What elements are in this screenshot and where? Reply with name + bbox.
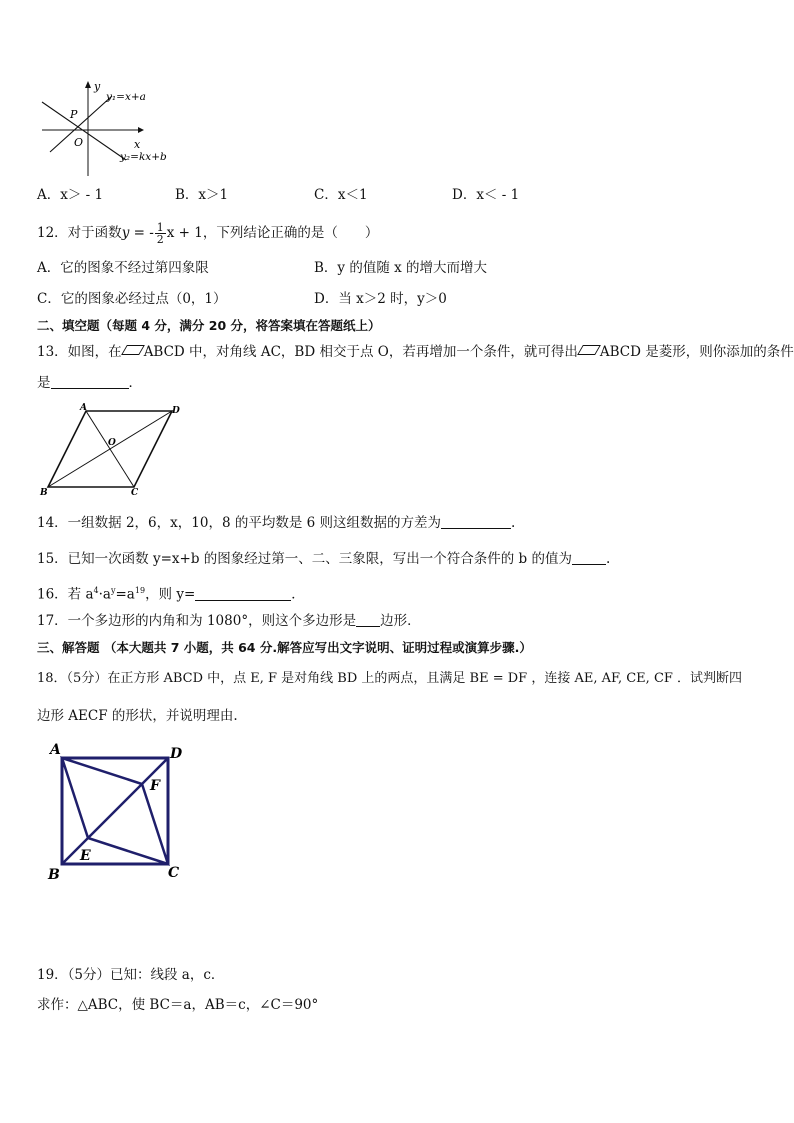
q18-label-a: A bbox=[50, 742, 61, 758]
q12-fraction bbox=[155, 222, 166, 245]
q12-question bbox=[37, 222, 378, 245]
q13-label-b: B bbox=[40, 488, 48, 498]
q14-question bbox=[37, 514, 515, 532]
q11-axis-x: x bbox=[134, 138, 141, 151]
q15-question bbox=[37, 550, 610, 568]
q12-option-b: B．y 的值随 x 的增大而增大 bbox=[314, 260, 488, 276]
q11-option-c: C．x＜1 bbox=[314, 187, 368, 203]
q14-text: 14．一组数据 2，6，x，10，8 的平均数是 6 则这组数据的方差为 bbox=[37, 515, 441, 531]
q17-question bbox=[37, 612, 421, 630]
q13-part1: 13．如图，在 bbox=[37, 344, 122, 360]
q18-label-e: E bbox=[80, 848, 91, 864]
q19-line1: 19．（5分）已知：线段 a，c． bbox=[37, 967, 225, 983]
q12-frac-num: 1 bbox=[156, 221, 164, 234]
q16-sup2: y bbox=[110, 586, 116, 595]
q12-option-a: A．它的图象不经过第四象限 bbox=[37, 260, 209, 276]
section3-heading: 三、解答题 （本大题共 7 小题，共 64 分.解答应写出文字说明、证明过程或演算步骤.） bbox=[37, 640, 532, 655]
q11-line2-label: y₂=kx+b bbox=[120, 151, 167, 163]
q16-prefix: 16．若 a bbox=[37, 586, 94, 603]
q18-square-figure bbox=[44, 740, 194, 885]
q13-line2-text: 是 bbox=[37, 375, 51, 391]
q12-after-frac: x + 1，下列结论正确的是（ ） bbox=[166, 225, 379, 241]
q15-end: . bbox=[606, 551, 611, 567]
q16-eq: =a bbox=[115, 586, 135, 603]
q16-sup3: 19 bbox=[134, 586, 146, 595]
q13-label-c: C bbox=[131, 488, 139, 498]
q14-answer-blank[interactable] bbox=[441, 515, 511, 529]
q12-y-eq: y = - bbox=[121, 225, 154, 241]
q13-line2-end: ． bbox=[128, 375, 142, 391]
q11-option-a: A．x＞ - 1 bbox=[37, 187, 104, 203]
q12-option-d: D．当 x＞2 时，y＞0 bbox=[314, 291, 447, 307]
q18-line2: 边形 AECF 的形状，并说明理由. bbox=[37, 708, 238, 724]
q11-option-b: B．x＞1 bbox=[175, 187, 229, 203]
q16-answer-blank[interactable] bbox=[195, 587, 291, 601]
q13-parallelogram-figure bbox=[38, 402, 188, 497]
q15-text: 15．已知一次函数 y=x+b 的图象经过第一、二、三象限，写出一个符合条件的 b 的值为 bbox=[37, 551, 572, 567]
q11-option-d: D．x＜ - 1 bbox=[452, 187, 520, 203]
q14-end: . bbox=[511, 515, 516, 531]
q17-text: 17．一个多边形的内角和为 1080°，则这个多边形是 bbox=[37, 613, 357, 629]
q15-answer-blank[interactable] bbox=[572, 551, 606, 565]
q16-question bbox=[37, 582, 305, 604]
q11-axis-y: y bbox=[94, 80, 101, 93]
q13-line2 bbox=[37, 374, 142, 392]
q13-label-o: O bbox=[108, 438, 116, 448]
q17-answer-blank[interactable] bbox=[356, 613, 380, 627]
q16-mid: ·a bbox=[98, 586, 111, 603]
q18-label-c: C bbox=[168, 865, 180, 881]
q18-label-b: B bbox=[48, 867, 60, 883]
q16-sup1: 4 bbox=[93, 586, 99, 595]
q18-label-d: D bbox=[170, 746, 183, 762]
q11-graph bbox=[30, 78, 180, 178]
q11-origin: O bbox=[74, 136, 84, 149]
q12-prefix: 12．对于函数 bbox=[37, 225, 122, 241]
q12-frac-den: 2 bbox=[156, 233, 164, 246]
q16-end: ． bbox=[291, 586, 305, 603]
section2-heading: 二、填空题（每题 4 分，满分 20 分，将答案填在答题纸上） bbox=[37, 318, 381, 333]
q19-line2: 求作：△ABC，使 BC＝a，AB＝c，∠C＝90° bbox=[37, 997, 319, 1013]
parallelogram-symbol-icon bbox=[577, 345, 601, 355]
q13-part2: ABCD 中，对角线 AC，BD 相交于点 O，若再增加一个条件，就可得出 bbox=[143, 344, 578, 360]
q11-point: P bbox=[70, 108, 78, 121]
q13-label-a: A bbox=[80, 403, 87, 413]
q13-part3: ABCD 是菱形，则你添加的条件 bbox=[599, 344, 794, 360]
q18-line1: 18．（5分）在正方形 ABCD 中，点 E, F 是对角线 BD 上的两点，且满足 BE = DF ，连接 AE, AF, CE, CF ．试判断四 bbox=[37, 671, 743, 686]
q17-end: 边形． bbox=[380, 613, 421, 629]
q18-label-f: F bbox=[150, 778, 160, 794]
q13-label-d: D bbox=[172, 406, 180, 416]
q13-answer-blank[interactable] bbox=[51, 375, 129, 389]
q12-option-c: C．它的图象必经过点（0，1） bbox=[37, 291, 227, 307]
parallelogram-symbol-icon bbox=[121, 345, 145, 355]
q16-suffix: ，则 y= bbox=[145, 586, 196, 603]
q13-question bbox=[37, 343, 794, 361]
q11-line1-label: y₁=x+a bbox=[106, 91, 146, 103]
